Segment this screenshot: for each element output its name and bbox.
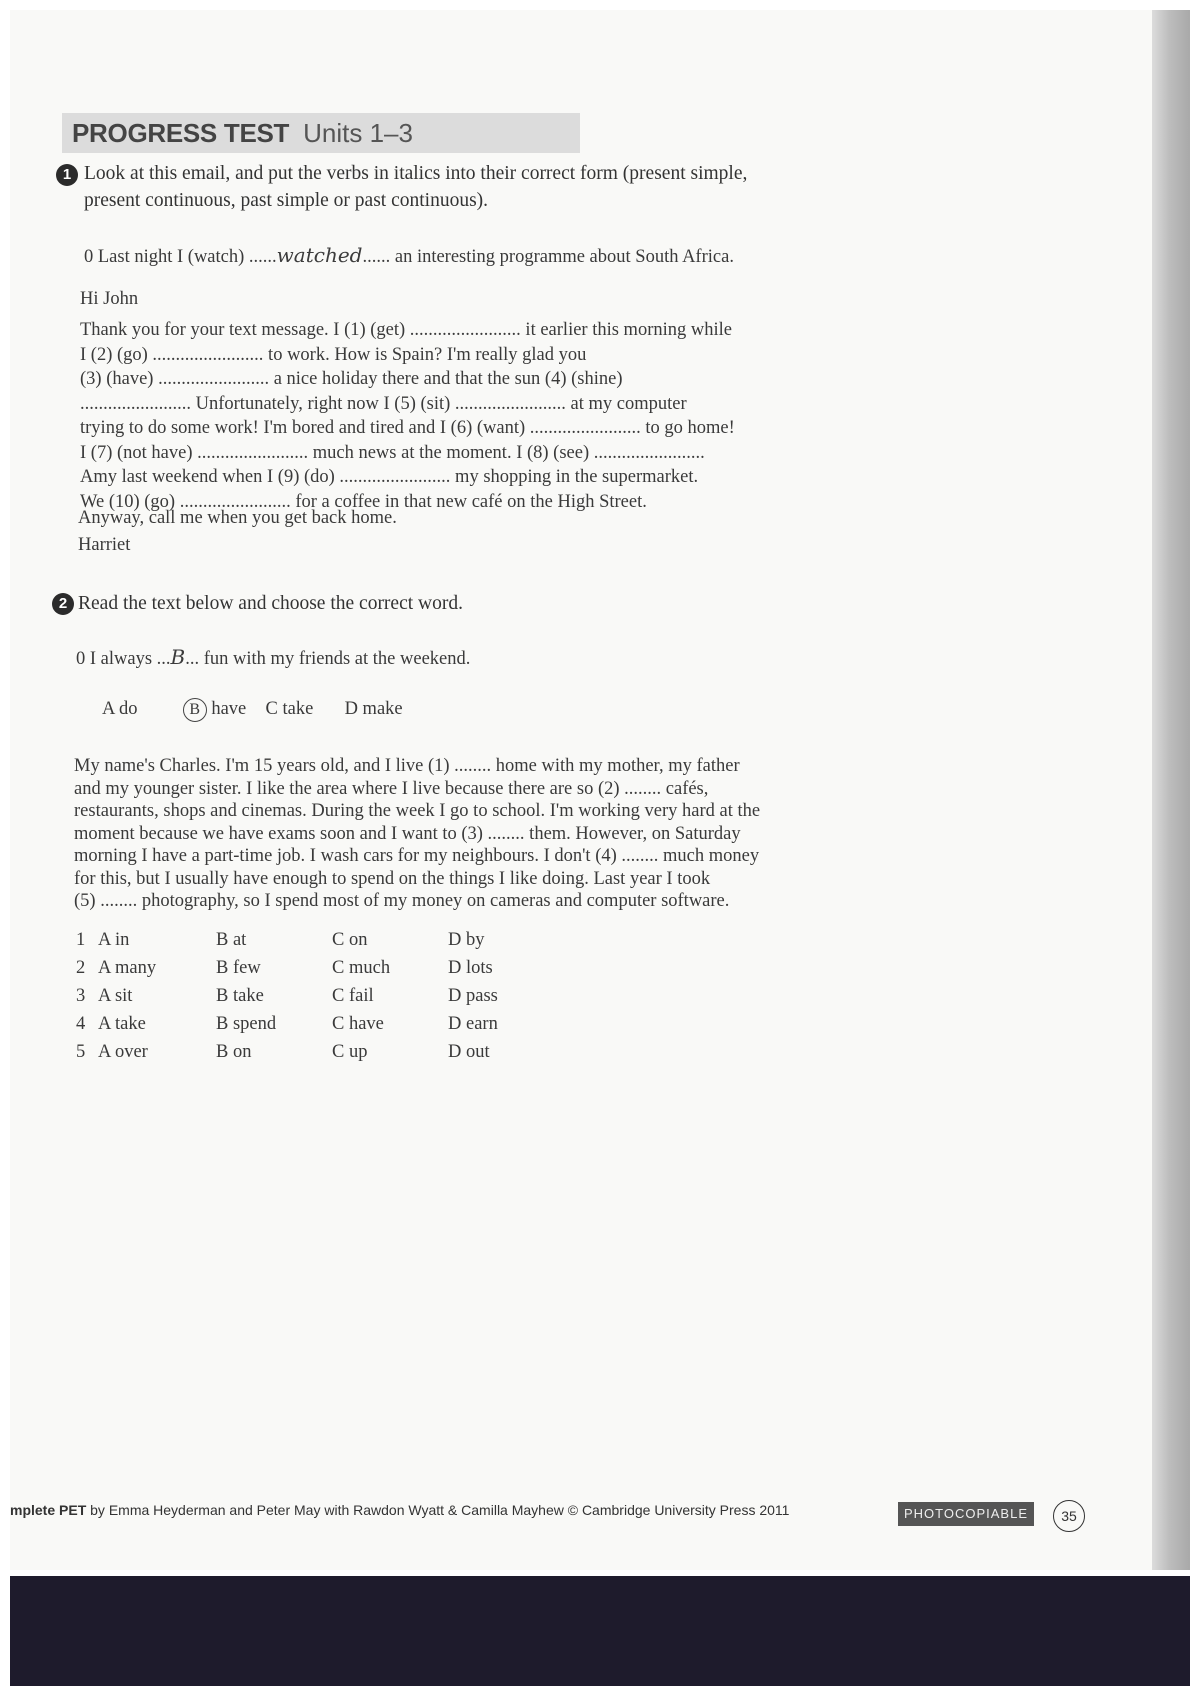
- email-line: Amy last weekend when I (9) (do) ........................ my shopping in the supermarket.: [80, 467, 699, 487]
- passage-line: morning I have a part-time job. I wash cars for my neighbours. I don't (4) ........ much money: [74, 846, 760, 866]
- email-closing: Anyway, call me when you get back home.: [78, 508, 397, 528]
- example-options: A do B have C take D make: [102, 697, 403, 722]
- passage-line: for this, but I usually have enough to spend on the things I like doing. Last year I took: [74, 868, 711, 889]
- email-line: We (10) (go) ........................ for a coffee in that new café on the High Street.: [80, 491, 647, 512]
- handwritten-answer: watched: [276, 243, 363, 267]
- exercise-2-example: 0 I always ...B... fun with my friends at the weekend.: [76, 645, 471, 669]
- exercise-1-example: 0 Last night I (watch) ......watched...... an interesting programme about South Africa.: [84, 243, 734, 267]
- reading-passage: [74, 755, 760, 913]
- photocopiable-label: PHOTOCOPIABLE: [898, 1502, 1034, 1526]
- email-greeting: Hi John: [80, 289, 139, 309]
- page-header: [62, 113, 580, 153]
- email-line: I (7) (not have) ........................ much news at the moment. I (8) (see) ........................: [80, 442, 705, 463]
- email-line: ........................ Unfortunately, right now I (5) (sit) ........................ at my computer: [80, 393, 687, 414]
- passage-line: (5) ........ photography, so I spend most of my money on cameras and computer software.: [74, 891, 730, 911]
- handwritten-answer: B: [170, 645, 186, 669]
- passage-line: My name's Charles. I'm 15 years old, and I live (1) ........ home with my mother, my father: [74, 756, 740, 776]
- email-signature: Harriet: [78, 535, 131, 555]
- header-title: PROGRESS TEST: [72, 117, 290, 148]
- email-line: I (2) (go) ........................ to work. How is Spain? I'm really glad you: [80, 344, 587, 365]
- page-number: 35: [1053, 1500, 1085, 1532]
- header-subtitle: Units 1–3: [303, 117, 413, 148]
- passage-line: and my younger sister. I like the area where I live because there are so (2) ........ cafés,: [74, 778, 709, 799]
- footer-credits: by Emma Heyderman and Peter May with Rawdon Wyatt & Camilla Mayhew © Cambridge University Press 2011: [86, 1502, 790, 1518]
- passage-line: moment because we have exams soon and I want to (3) ........ them. However, on Saturday: [74, 823, 741, 844]
- passage-line: restaurants, shops and cinemas. During the week I go to school. I'm working very hard at the: [74, 801, 761, 821]
- exercise-1-number-badge: 1: [56, 164, 78, 186]
- scanner-background: [10, 1576, 1190, 1686]
- copyright-footer: [10, 1502, 789, 1528]
- email-body: [80, 318, 735, 514]
- email-line: trying to do some work! I'm bored and tired and I (6) (want) ........................ to go home!: [80, 418, 735, 438]
- book-spine-shadow: [1152, 10, 1190, 1570]
- circled-answer: B: [183, 698, 207, 722]
- exercise-2-instruction: Read the text below and choose the correct word.: [78, 593, 463, 614]
- book-title: mplete PET: [10, 1502, 87, 1518]
- exercise-2-number-badge: 2: [52, 593, 74, 615]
- exercise-1-instruction: Look at this email, and put the verbs in italics into their correct form (present simple, present continuous, past simple or past continuous).: [84, 163, 748, 211]
- email-line: (3) (have) ........................ a nice holiday there and that the sun (4) (shine): [80, 369, 623, 389]
- email-line: Thank you for your text message. I (1) (get) ........................ it earlier this morning while: [80, 320, 732, 340]
